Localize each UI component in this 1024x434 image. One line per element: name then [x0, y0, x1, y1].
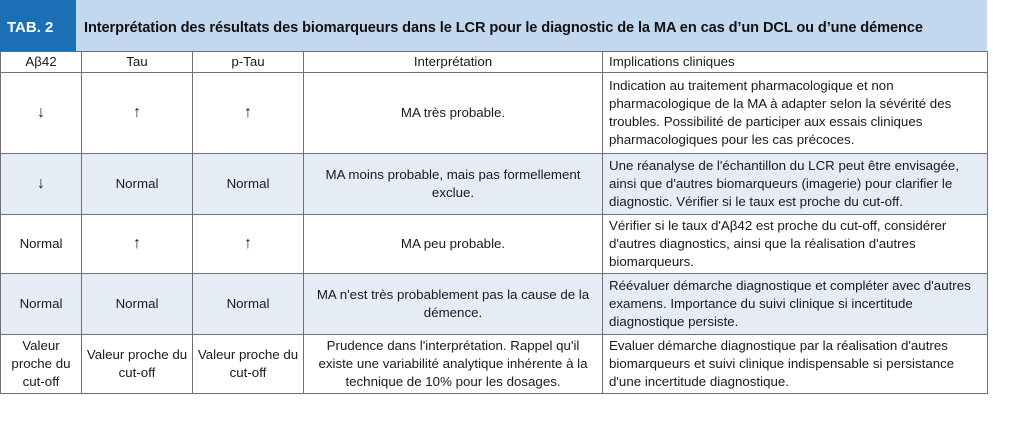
tab-label: TAB. 2 — [0, 0, 76, 51]
cell-implications: Réévaluer démarche diagnostique et compléter avec d'autres examens. Importance du suivi clinique si incertitude diagnostique persiste. — [603, 274, 988, 335]
table-row — [1, 274, 988, 335]
table-row — [1, 215, 988, 274]
cell-implications: Une réanalyse de l'échantillon du LCR peut être envisagée, ainsi que d'autres biomarqueurs (imagerie) pour clarifier le diagnostic. Vérifier si le taux est proche du cut-off. — [603, 154, 988, 215]
cell-ptau: ↑ — [193, 215, 304, 274]
cell-abeta42: Valeur proche du cut-off — [1, 335, 82, 394]
cell-implications: Evaluer démarche diagnostique par la réalisation d'autres biomarqueurs et suivi clinique indispensable si persistance d'une incertitude diagnostique. — [603, 335, 988, 394]
cell-tau: Valeur proche du cut-off — [82, 335, 193, 394]
col-header-interpretation: Interprétation — [304, 52, 603, 73]
cell-ptau: Normal — [193, 274, 304, 335]
table-row — [1, 154, 988, 215]
cell-tau: ↑ — [82, 215, 193, 274]
table-row — [1, 335, 988, 394]
column-header-row — [1, 52, 988, 73]
cell-abeta42: Normal — [1, 215, 82, 274]
cell-interpretation: MA moins probable, mais pas formellement exclue. — [304, 154, 603, 215]
cell-ptau: Valeur proche du cut-off — [193, 335, 304, 394]
cell-abeta42: ↓ — [1, 154, 82, 215]
col-header-tau: Tau — [82, 52, 193, 73]
cell-interpretation: MA n'est très probablement pas la cause de la démence. — [304, 274, 603, 335]
biomarker-table — [0, 51, 988, 394]
table-header-bar — [0, 0, 987, 51]
cell-interpretation: Prudence dans l'interprétation. Rappel qu'il existe une variabilité analytique inhérente à la technique de 10% pour les dosages. — [304, 335, 603, 394]
cell-interpretation: MA peu probable. — [304, 215, 603, 274]
cell-ptau: ↑ — [193, 73, 304, 154]
col-header-abeta42: Aβ42 — [1, 52, 82, 73]
cell-implications: Indication au traitement pharmacologique et non pharmacologique de la MA à adapter selon la sévérité des troubles. Possibilité de participer aux essais cliniques pharmacologiques pour les cas précoces. — [603, 73, 988, 154]
col-header-implications: Implications cliniques — [603, 52, 988, 73]
cell-abeta42: Normal — [1, 274, 82, 335]
cell-ptau: Normal — [193, 154, 304, 215]
cell-tau: ↑ — [82, 73, 193, 154]
col-header-ptau: p-Tau — [193, 52, 304, 73]
cell-implications: Vérifier si le taux d'Aβ42 est proche du cut-off, considérer d'autres diagnostics, ainsi que la réalisation d'autres biomarqueurs. — [603, 215, 988, 274]
cell-tau: Normal — [82, 274, 193, 335]
cell-tau: Normal — [82, 154, 193, 215]
cell-interpretation: MA très probable. — [304, 73, 603, 154]
cell-abeta42: ↓ — [1, 73, 82, 154]
table-row — [1, 73, 988, 154]
table-title: Interprétation des résultats des biomarqueurs dans le LCR pour le diagnostic de la MA en cas d’un DCL ou d’une démence — [76, 0, 987, 51]
